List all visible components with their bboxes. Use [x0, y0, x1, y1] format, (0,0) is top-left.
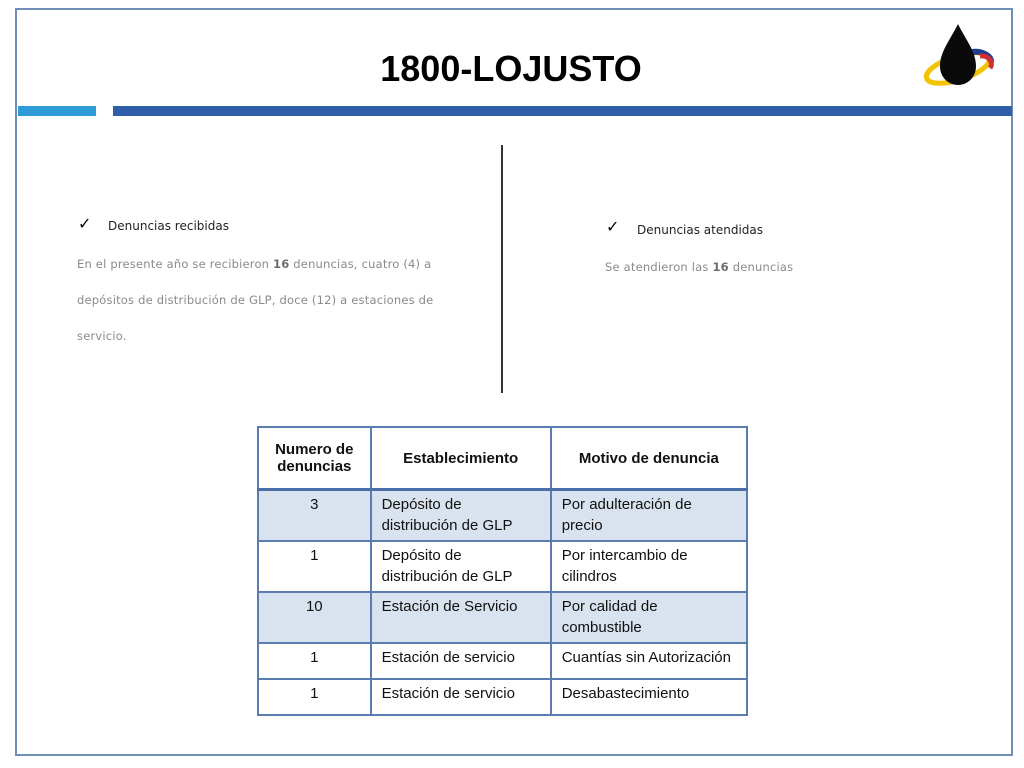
right-heading: Denuncias atendidas: [637, 223, 764, 237]
left-line-1: En el presente año se recibieron 16 denuncias, cuatro (4) a: [77, 257, 432, 271]
cell-establecimiento: Depósito de distribución de GLP: [371, 541, 551, 592]
table-header-row: [258, 427, 747, 490]
left-heading: Denuncias recibidas: [108, 219, 229, 233]
cell-motivo: Por intercambio de cilindros: [551, 541, 747, 592]
left-paragraph: [77, 246, 487, 354]
table-row: [258, 643, 747, 679]
cell-establecimiento: Estación de servicio: [371, 643, 551, 679]
cell-numero: 1: [258, 679, 371, 715]
cell-numero: 1: [258, 643, 371, 679]
accent-bar-light: [18, 106, 96, 116]
cell-motivo: Por adulteración de precio: [551, 490, 747, 541]
complaints-table: [257, 426, 748, 716]
right-paragraph: Se atendieron las 16 denuncias: [605, 260, 794, 274]
page-title: 1800-LOJUSTO: [380, 48, 642, 89]
accent-bar-dark: [113, 106, 1012, 116]
cell-establecimiento: Estación de Servicio: [371, 592, 551, 643]
checkmark-icon: ✓: [606, 217, 620, 236]
count-bold: 16: [273, 257, 290, 271]
cell-establecimiento: Depósito de distribución de GLP: [371, 490, 551, 541]
drop-logo-icon: [920, 22, 994, 88]
table-row: [258, 541, 747, 592]
checkmark-icon: ✓: [78, 214, 92, 233]
cell-numero: 1: [258, 541, 371, 592]
cell-numero: 10: [258, 592, 371, 643]
table-row: [258, 592, 747, 643]
left-line-2: depósitos de distribución de GLP, doce (12) a estaciones de: [77, 293, 434, 307]
header-numero: Numero de denuncias: [258, 427, 371, 490]
count-bold: 16: [712, 260, 729, 274]
cell-motivo: Por calidad de combustible: [551, 592, 747, 643]
table-row: [258, 490, 747, 541]
cell-motivo: Cuantías sin Autorización: [551, 643, 747, 679]
cell-numero: 3: [258, 490, 371, 541]
left-line-3: servicio.: [77, 329, 127, 343]
cell-motivo: Desabastecimiento: [551, 679, 747, 715]
header-establecimiento: Establecimiento: [371, 427, 551, 490]
header-motivo: Motivo de denuncia: [551, 427, 747, 490]
table-row: [258, 679, 747, 715]
cell-establecimiento: Estación de servicio: [371, 679, 551, 715]
column-divider: [501, 145, 503, 393]
